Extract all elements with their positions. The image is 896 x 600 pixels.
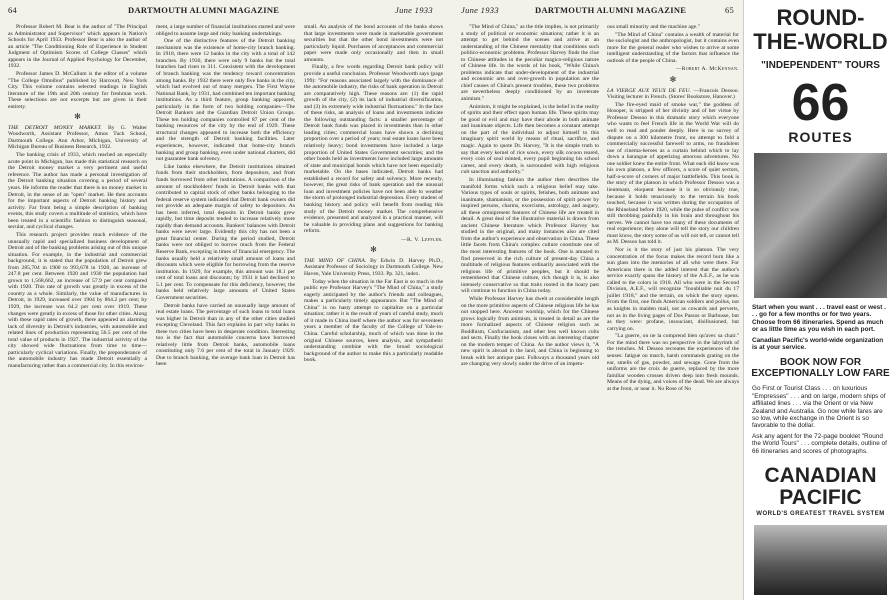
section-ornament-icon: ✻ bbox=[74, 112, 81, 122]
section-ornament-icon: ✻ bbox=[370, 245, 377, 255]
ad-headline-line-1: ROUND- bbox=[776, 5, 865, 30]
review-heading bbox=[8, 125, 147, 151]
ad-tours-label: "INDEPENDENT" TOURS bbox=[761, 60, 880, 71]
left-column-1 bbox=[8, 24, 147, 596]
right-column-1 bbox=[461, 24, 599, 596]
paragraph: Professor Robert M. Bear is the author of "The Principal as Administrator and Supervisor" which appears in Nation's Schools for April 1933. Professor Bear is also the author of an article "The Conditioning Role of Experience in Student Judgment of Optimism Scores of College Classes" which appears in the Journal of Applied Psychology for December, 1932. bbox=[8, 24, 147, 70]
ad-ship-photo bbox=[754, 525, 887, 595]
paragraph: Nor is it the story of just his platoon. The very concentration of the focus makes the record burn like a sun glass into the memories of all who were there. For Americans there is the added interest that the author's service exactly spans the history of the A.E.F., as he was called to the colors in 1918. All who were in the Second Division, A.E.F., will recognize "Inoubliable nuit du 17 juillet 1918," and the terrain, on which the story opens. From the first, one finds American soldiers and poilus, not as knights in maiden mail, not as cowards and perverts, not as in the living pages of Dos Passos or Barbusse, but as they were: profane, insouciant, disillusioned, but carrying on. bbox=[607, 247, 739, 332]
right-running-date: June 1933 bbox=[461, 5, 499, 15]
ad-body-text-1: Start when you want . . . travel east or west . . . go for a few months or for two years. Choose from 66 itineraries. Spend as much or as little time as you wish in each port. bbox=[752, 304, 886, 334]
ad-travel-photo bbox=[754, 153, 887, 298]
reviewer-signature: —R. V. Leffler. bbox=[401, 236, 443, 243]
ad-body-text-2: Canadian Pacific's world-wide organization is at your service. bbox=[752, 336, 884, 352]
canadian-pacific-advertisement bbox=[743, 0, 896, 600]
ad-body-text-3: Go First or Tourist Class . . . on luxurious "Empresses" . . . and on large, modern ships of affiliated lines . . . via the Orient or via New Zealand and Australia. Go now while fares are so low, while exchange in the Orient is so favorable to the dollar. bbox=[752, 385, 886, 430]
ad-brand-line-1: CANADIAN bbox=[764, 464, 877, 488]
paragraph: Like banks elsewhere, the Detroit institutions obtained funds from their stockholders, from depositors, and from funds borrowed from other institutions. A comparison of the amount of stockholders' funds in Detroit banks with that contributed to capital stock of other banks belonging to the federal reserve system indicated that Detroit bank owners did not provide an adequate margin of safety to depositors. As has been inferred, total deposits in Detroit banks grew rapidly, but time deposits tended to increase relatively more rapidly than demand accounts. Bankers' balances with Detroit banks were never large. Evidently this city has not been a great financial center. During the period studied, Detroit banks were not obliged to borrow much from the Federal Reserve Bank, excepting in times of financial emergency. The banks usually held a relatively small amount of loans and discounts which were eligible for borrowing from the reserve institution. In 1929, for example, this amount was 18.1 per cent of total loans and discounts; by 1931 it had declined to 5.1 per cent. To compensate for this deficiency, however, the banks held relatively large amounts of United States Government securities. bbox=[156, 163, 295, 301]
paragraph: "La guerre, on ne la comprend bien qu'avec sa chair." For the mind there was no perspective in the labyrinth of the trenches. M. Dessoo recreates the experiences of the senses: fatigue on march, harsh commands grating on the ear, smells of gas, powder, and sewage. Gone from the uniforms are the croix de guerre, replaced by the more familiar wooden crosses driven deep into fresh mounds. Means of the dying, and voices of the dead. We are always at the front, or near it. No Rose of No bbox=[607, 333, 739, 392]
paragraph: Finally, a few words regarding Detroit bank policy will provide a useful conclusion. Professor Woodworth says (page 199): "For reasons associated largely with the dominance of the automobile industry, the risks of bank operation in Detroit are comparatively high. These reasons are: (1) the rapid growth of the city, (2) its lack of industrial diversification, and (3) its extremely wide industrial fluctuations." In the face of these risks, an analysis of loans and investments indicate the following outstanding facts: a smaller percentage of Detroit bank funds was placed in investments than in other leading cities; commercial loans have shown a declining proportion over a period of years; real estate loans have been relatively heavy; bond investments have included a large proportion of United States Government securities; and the other bonds held as investments have included large amounts of state and municipal bonds which have not been especially marketable. On the bases indicated, Detroit banks had established a record for safety and solvency. More recently, however, the great risks of bank operation and the unusual loan and investment policies have not been able to weather the storm of prolonged industrial depression. Every student of banking history and policy will benefit from reading this study of the Detroit money market. The comprehensive evidence, presented and analyzed in a practical manner, will be valuable in providing plans and suggestions for banking reform. bbox=[304, 64, 443, 235]
paragraph: small. An analysis of the bond accounts of the banks shows that large investments were made in marketable government securities but that the other bond investments were not particularly liquid. Purchases of acceptances and commercial paper were made only occasionally and then in small amounts. bbox=[304, 24, 443, 63]
left-running-title: DARTMOUTH ALUMNI MAGAZINE bbox=[128, 5, 280, 15]
left-column-2 bbox=[156, 24, 295, 596]
paragraph: Today when the situation in the Far East is so much in the public eye Professor Harvey's "The Mind of China," a study eagerly anticipated by the author's friends and colleagues, makes a particularly timely appearance. But "The Mind of China" is no hasty attempt to capitalize on a particular situation; rather it is the result of years of careful study, much of it made in China itself where the author was for seventeen years a member of the faculty of the College of Yale-in-China. Careful scholarship, much of which was done in the original Chinese sources, keen analysis, and sympathetic understanding combine with the broad sociological background of the author to make this a particularly readable book. bbox=[304, 278, 443, 364]
paragraph: Detroit banks have carried an unusually large amount of real estate loans. The percentage of such loans to total loans was higher in Detroit than in any of the other cities studied excepting Cleveland. This fact explains in part why banks in these two cities have been in desperate condition. Interesting too is the fact that automobile concerns have borrowed relatively little from Detroit banks, automobile loans constituting only 7.6 per cent of the total in January 1929. Due to branch banking, the average bank loan in Detroit has been bbox=[156, 302, 295, 368]
paragraph: ment, a large number of financial institutions started and were obliged to assume large and risky banking undertakings. bbox=[156, 24, 295, 37]
review-title: THE DETROIT MONEY MARKET. bbox=[8, 124, 102, 131]
paragraph: The fire-eyed maid of smoke war," the goddess of Hosoper, is stripped of her divinity and of her virtue by Professor Dessoo in this dramatic story which everyone who wants to feel French life in the World War will do well to read and ponder deeply. Here is no survey of dispute on a 300 kilometre front, no attempt to fold a commercially successful farewell to arms, no fraudulent use of cinema-heroes as a curtain behind which to lay down a harangue of appetizing amorous adventures. No one soldier knew the entire front. What each did know was his own platoon, a few officers, a score of quiet sectors, half-a-score of corners of major battlefields. This book is the story of the platoon in which Professor Dessoo was a lieutenant, eloquent because it is so obviously true, because it holds tenaciously to the terrain his book touched, because it was written during the occupation of the Rhineland before 1920, while the pulse of conflict was still throbbing painfully in his brain and throughout his nerves. We cannot have too many of these documents of real experience; they alone will tell the story our children must know, the story some of us will not tell, or cannot tell as M. Dessoo has told it. bbox=[607, 101, 739, 246]
paragraph: Professor James D. McCallum is the editor of a volume "The College Omnibus" published by Harcourt, New York City. This volume contains selected readings in English literature of the 19th and 20th century for freshman work. These selections are not excerpts but are given in their entirety. bbox=[8, 71, 147, 110]
review-byline: By G. Walter Woodworth, Assistant Professor, Amos Tuck School, Dartmouth College. Ann Arbor, Michigan, University of Michigan Bureau of Business Research, 1932. bbox=[8, 124, 147, 151]
right-page-number: 65 bbox=[725, 5, 735, 15]
left-column-3 bbox=[304, 24, 443, 596]
ad-routes-number: 66 bbox=[791, 74, 850, 132]
review-title: LA VIERGE AUX YEUX DE FEU. bbox=[607, 87, 691, 94]
review-byline: —Francois Dessoo. Visiting lecturer in French. (Stores' Bookstore, Hanover.) bbox=[607, 87, 739, 101]
reviewer-signature: —Robert A. McKennan. bbox=[675, 66, 739, 73]
paragraph: While Professor Harvey has dwelt at considerable length on the more primitive aspects of Chinese religious life he has not stopped here. Ancestor worship, which for the Chinese grows logically from animism, is treated in detail as are the more formalized aspects of Chinese religion such as Buddhism, Confucianism, and other less well known cults and sects. Finally the book closes with an interesting chapter on the modern temper of China. As the author views it, "A new spirit is abroad in the land, and China is beginning to break with her antique past. Folkways a thousand years old are changing very slowly under the drive of an impetu- bbox=[461, 295, 599, 368]
right-column-2 bbox=[607, 24, 739, 596]
paragraph: One of the distinctive features of the Detroit banking mechanism was the existence of home-city branch banking. In 1918, there were 12 banks in the city with a total of 142 branches. By 1930, there were only 9 banks but the total branches had risen to 311. Coexistent with the development of branch banking was the tendency toward concentration among banks. By 1932 there were only five banks in the city, which had evolved out of many mergers. The First Wayne National Bank, by 1931, had combined ten important banking institutions. As a third feature, group banking appeared, particularly in the form of two holding companies—The Detroit Bankers and the Guardian Detroit Union Groups. These ten holding companies controlled 87 per cent of the banking resources of the city by the end of 1929. These structural changes appeared to increase both the efficiency and the strength of Detroit banking facilities. Later experiences, however, indicated that home-city branch banking and group banking, even under national charters, did not guarantee bank solvency. bbox=[156, 38, 295, 163]
paragraph: This research project provides much evidence of the unusually rapid and specialized business development of Detroit and of the banking problems arising out of this unique situation. For example, in the industrial and commercial background, it is stated that the population of Detroit grew from 285,704 in 1900 to 993,678 in 1920, an increase of 247.8 per cent. Between 1920 and 1930 the population had grown to 1,568,662, an increase of 57.9 per cent compared with 1920. This rate of growth was greatly in excess of the country as a whole. Similarly, the value of manufactures in Detroit, in 1929, increased over 1904 by 864.2 per cent; by 1929, the increase was 64.2 per cent over 1919. These changes were greatly in excess of those for other cities. Along with these rapid rates of growth, there appeared an alarming lack of diversity in Detroit's industries, with automobile and related lines of production representing 56.5 per cent of the total value of products in 1927. The industrial activity of the city showed wide fluctuations from time to time—particularly cyclical variations. Finally, the preponderance of the automobile industry has made Detroit essentially a manufacturing rather than a commercial city. In this environ- bbox=[8, 231, 147, 369]
paragraph: Animism, it might be explained, is the belief in the reality of spirits and their effect upon human life. These spirits may be good or evil and may have their abode in both animate and inanimate objects. Life then becomes a constant attempt on the part of the individual to adjust himself to this imaginary spirit world by means of ritual, sacrifice, and magic. Again to quote Dr. Harvey, "It is the simple truth to say that every kernel of rice sown, every silk cocoon reared, every coin of soul minted, every pupil beginning his school career, and every death, is surrounded with high religious cult sanction and authority." bbox=[461, 103, 599, 176]
paragraph: ous small minority and the machine age." bbox=[607, 24, 700, 30]
section-ornament-icon: ✻ bbox=[669, 75, 677, 85]
left-page-number: 64 bbox=[8, 5, 18, 15]
ad-tagline: WORLD'S GREATEST TRAVEL SYSTEM bbox=[756, 511, 885, 518]
paragraph: "The Mind of China," as the title implies, is not primarily a study of political or economic situations; rather it is an attempt to get behind the scenes and arrive at an understanding of the Chinese mentality that conditions such politico-economic problems. Professor Harvey finds the clue to Chinese attitudes in the peculiar magico-religious nature of Chinese life. In the words of his book, "While China's problems indicate that under-development of the industrial and economic arts and over-growth in population are the chief causes of China's present troubles, these two problems are nevertheless deeply conditioned by an inveterate animism." bbox=[461, 24, 599, 103]
paragraph: "The Mind of China" contains a wealth of material for the sociologist and the anthropologist, but it contains even more for the general reader who wishes to arrive at some intelligent understanding of the factors that influence the outlook of the people of China. bbox=[607, 31, 739, 64]
paragraph: In illuminating fashion the author then describes the manifold forms which such a religious belief may take. Various types of souls or spirits, fetishes, both animate and inanimate, shamanism, or the possession of spirit power by inspired persons, charms, exorcisms, astrology, and augury, all these omnipresent features of Chinese life are treated in detail. A great deal of the illustrative material is drawn from ancient Chinese literature which Professor Harvey has studied in the original, and many instances also are cited from the author's experience and observation in China. These little facets from China's complex culture constitute one of the most interesting features of the book. One is amazed to find preserved in the rich culture of present-day China a multitude of religious features ordinarily associated with the religious life of primitive peoples, but it should be remembered that Chinese culture, rich though it is, is also intensely conservative so that traits rooted in the hoary past will continue to function in China today. bbox=[461, 176, 599, 295]
ad-brand-line-2: PACIFIC bbox=[779, 486, 862, 510]
ad-headline-line-2: THE-WORLD bbox=[753, 29, 888, 54]
ad-body-text-4: Ask any agent for the 72-page booklet "Round the World Tours" . . . complete details, outline of 66 itineraries and scores of photographs. bbox=[752, 432, 887, 455]
right-running-title: DARTMOUTH ALUMNI MAGAZINE bbox=[535, 5, 687, 15]
left-running-date: June 1933 bbox=[395, 5, 433, 15]
ad-book-now: BOOK NOW FOR EXCEPTIONALLY LOW FARE bbox=[751, 357, 890, 380]
ad-routes-label: ROUTES bbox=[788, 129, 853, 145]
review-heading bbox=[607, 88, 739, 101]
review-title: THE MIND OF CHINA. bbox=[304, 257, 367, 264]
paragraph: The banking crisis of 1933, which reached an especially acute point in Michigan, has made this statistical research on the Detroit money market a very pertinent and useful reference. The author has made a personal investigation of the Detroit banking situation covering a period of several years. He informs the reader that there is no money market in Detroit, in the sense of an "open" market. He then accounts for the important aspects of Detroit banking history and activity. Far from being a simple description of banking events, this study covers a multitude of statistics, which have been treated in a scientific fashion to distinguish seasonal, secular, and cyclical changes. bbox=[8, 152, 147, 231]
review-heading bbox=[304, 258, 443, 278]
review-byline: By Edwin D. Harvey Ph.D., Assistant Professor of Sociology in Dartmouth College. New Haven, Yale University Press, 1933. Pp. 321, index. bbox=[304, 257, 443, 277]
